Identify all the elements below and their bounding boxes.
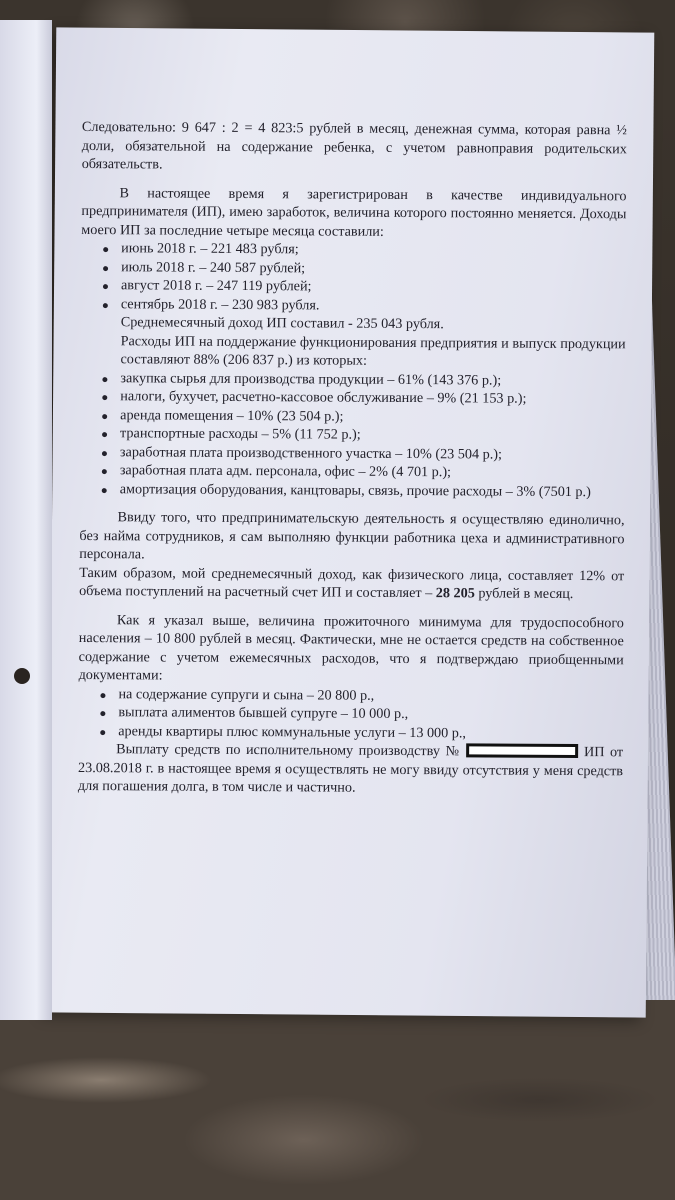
list-item: заработная плата производственного участка – 10% (23 504 р.); [80, 442, 625, 464]
list-item: июль 2018 г. – 240 587 рублей; [81, 257, 626, 279]
income-list [81, 239, 626, 316]
paragraph-enforcement [78, 740, 623, 799]
list-item: налоги, бухучет, расчетно-кассовое обслуживание – 9% (21 153 р.); [80, 387, 625, 409]
list-item: заработная плата адм. персонала, офис – 2% (4 701 р.); [80, 461, 625, 483]
redacted-case-number [466, 743, 578, 758]
monthly-income-text: Таким образом, мой среднемесячный доход, как физического лица, составляет 12% от объема поступлений на расчетный счет ИП и составляет – [79, 564, 625, 602]
paragraph-calculation: Следовательно: 9 647 : 2 = 4 823:5 рублей в месяц, денежная сумма, которая равна ½ доли, обязательной на содержание ребенка, с учетом равноправия родительских обязательств. [81, 118, 627, 173]
list-item: транспортные расходы – 5% (11 752 р.); [80, 424, 625, 446]
paragraph-monthly-income [79, 563, 624, 603]
monthly-expenses-list [78, 684, 623, 743]
list-item: амортизация оборудования, канцтовары, связь, прочие расходы – 3% (7501 р.) [80, 479, 625, 501]
paragraph-subsistence: Как я указал выше, величина прожиточного минимума для трудоспособного населения – 10 800 рублей в месяц. Фактически, мне не остается средств на собственное содержание с учетом ежемесячных расходов, что я подтверждаю приобщенными документами: [78, 611, 624, 684]
list-item: июнь 2018 г. – 221 483 рубля; [81, 239, 626, 261]
list-item: сентябрь 2018 г. – 230 983 рубля. [81, 294, 626, 316]
list-item: на содержание супруги и сына – 20 800 р., [78, 684, 623, 706]
paragraph-registration: В настоящее время я зарегистрирован в качестве индивидуального предпринимателя (ИП), имею заработок, величина которого постоянно меняется. Доходы моего ИП за последние четыре месяца составили: [81, 184, 627, 240]
list-item: закупка сырья для производства продукции – 61% (143 376 р.); [80, 368, 625, 390]
expenses-list [80, 368, 626, 501]
expenses-intro: Расходы ИП на поддержание функционирования предприятия и выпуск продукции составляют 88% (206 837 р.) из которых: [120, 332, 626, 369]
background-blanket-bottom [0, 1000, 675, 1200]
punch-hole [14, 668, 30, 684]
monthly-income-amount: 28 205 [435, 585, 475, 602]
page-left-fold [0, 20, 52, 1020]
list-item: выплата алиментов бывшей супруге – 10 000 р., [78, 703, 623, 725]
enforcement-text-continued: ИП от 23.08.2018 г. в настоящее время я осуществлять не могу ввиду отсутствия у меня средств для погашения долга, в том числе и частично. [77, 744, 624, 796]
enforcement-text: Выплату средств по исполнительному производству № [116, 741, 462, 760]
list-item: аренда помещения – 10% (23 504 р.); [80, 405, 625, 427]
monthly-income-suffix: рублей в месяц. [474, 585, 574, 603]
list-item: август 2018 г. – 247 119 рублей; [81, 276, 626, 298]
paragraph-sole-operation: Ввиду того, что предпринимательскую деятельность я осуществляю единолично, без найма сотрудников, я сам выполняю функции работника цеха и административного персонала. [79, 509, 625, 563]
list-item: аренды квартиры плюс коммунальные услуги – 13 000 р., [78, 721, 623, 743]
document-text [78, 118, 627, 799]
average-income: Среднемесячный доход ИП составил - 235 043 рубля. [120, 314, 444, 333]
